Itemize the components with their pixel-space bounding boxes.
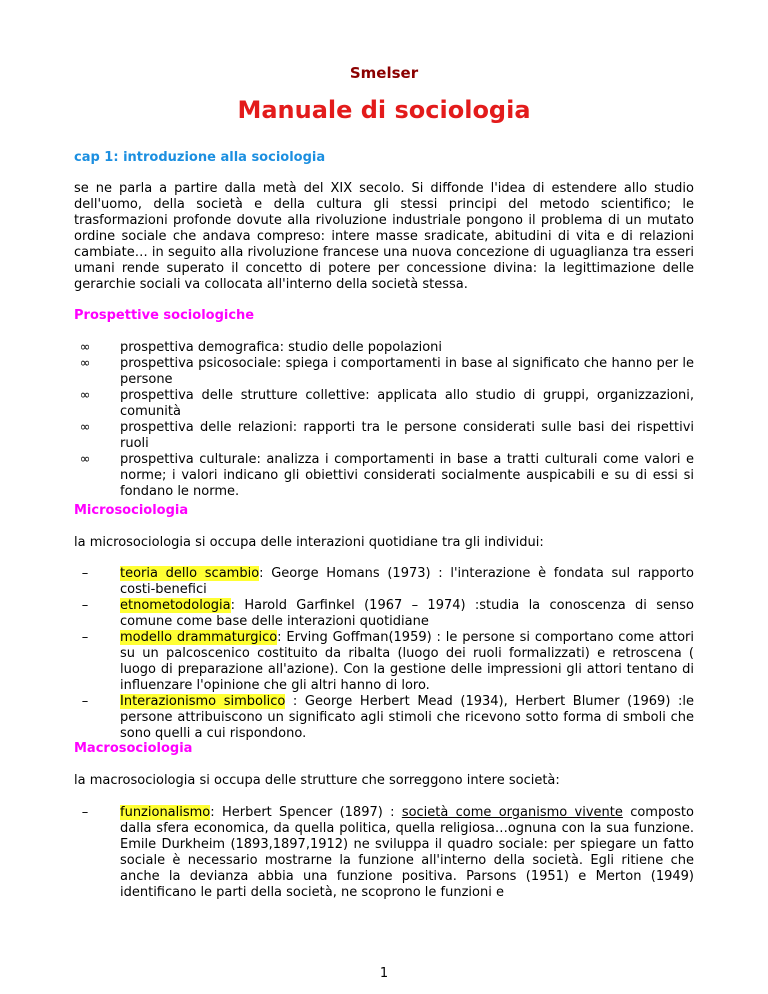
infinity-bullet-icon: ∞ xyxy=(79,452,91,467)
dash-bullet-icon: – xyxy=(81,566,89,581)
highlighted-term: teoria dello scambio xyxy=(120,566,260,581)
highlighted-term: funzionalismo xyxy=(120,805,211,820)
dash-bullet-icon: – xyxy=(81,598,89,613)
underlined-phrase: società come organismo vivente xyxy=(401,805,623,820)
chapter-heading: cap 1: introduzione alla sociologia xyxy=(74,150,326,165)
prospettive-list xyxy=(74,340,694,500)
infinity-bullet-icon: ∞ xyxy=(79,420,91,435)
chapter-paragraph: se ne parla a partire dalla metà del XIX secolo. Si diffonde l'idea di estendere allo studio dell'uomo, della società e della cultura gli stessi principi del metodo scientifico; le trasformazioni profonde dovute alla rivoluzione industriale pongono il problema di un mutato ordine sociale che andava compreso: intere masse sradicate, abitudini di vita e di relazioni cambiate… in seguito alla rivoluzione francese una nuova concezione di uguaglianza tra esseri umani rende superato il concetto di potere per concessione divina: la legittimazione delle gerarchie sociali va collocata all'interno della società stessa. xyxy=(74,181,694,292)
chapter-section xyxy=(74,150,694,166)
infinity-bullet-icon: ∞ xyxy=(79,340,91,355)
micro-intro-wrap xyxy=(74,535,694,551)
macro-intro: la macrosociologia si occupa delle strutture che sorreggono intere società: xyxy=(74,773,560,788)
list-item: ∞ prospettiva delle strutture collettive: applicata allo studio di gruppi, organizzazioni, comunità xyxy=(79,388,694,419)
list-item: – teoria dello scambio: George Homans (1973) : l'interazione è fondata sul rapporto costi-benefici xyxy=(74,566,694,598)
prospettive-heading: Prospettive sociologiche xyxy=(74,308,255,323)
macro-intro-wrap xyxy=(74,773,694,789)
list-item: – funzionalismo: Herbert Spencer (1897) : società come organismo vivente composto dalla sfera economica, da quella politica, quella religiosa…ognuna con la sua funzione. Emile Durkheim (1893,1897,1912) ne sviluppa il quadro sociale: per spiegare un fatto sociale è necessario mostrarne la funzione all'interno della società. Egli ritiene che anche la devianza abbia una funzione positiva. Parsons (1951) e Merton (1949) identificano le parti della società, ne scoprono le funzioni e xyxy=(74,805,694,901)
highlighted-term: Interazionismo simbolico xyxy=(120,694,286,709)
list-item: – Interazionismo simbolico : George Herbert Mead (1934), Herbert Blumer (1969) :le persone attribuiscono un significato agli stimoli che ricevono sotto forma di smboli che sono quelli a cui rispondono. xyxy=(74,694,694,742)
list-item: – etnometodologia: Harold Garfinkel (1967 – 1974) :studia la conoscenza di senso comune come base delle interazioni quotidiane xyxy=(74,598,694,630)
document-title: Manuale di sociologia xyxy=(237,96,531,124)
dash-bullet-icon: – xyxy=(81,694,89,709)
chapter-body xyxy=(74,181,694,293)
micro-heading: Microsociologia xyxy=(74,503,189,518)
prospettive-section xyxy=(74,308,694,324)
dash-bullet-icon: – xyxy=(81,630,89,645)
macro-heading: Macrosociologia xyxy=(74,741,193,756)
list-item: ∞ prospettiva culturale: analizza i comportamenti in base a tratti culturali come valori e norme; i valori indicano gli obiettivi considerati socialmente auspicabili e su di essi si fondano le norme. xyxy=(79,452,694,499)
micro-list xyxy=(74,566,694,742)
highlighted-term: etnometodologia xyxy=(120,598,231,613)
macro-section xyxy=(74,741,694,757)
page-number: 1 xyxy=(379,966,389,981)
list-item: – modello drammaturgico: Erving Goffman(1959) : le persone si comportano come attori su un palcoscenico costituito da ribalta (luogo dei ruoli formalizzati) e retroscena ( luogo di preparazione all'azione). Con la gestione delle impressioni gli attori tentano di influenzare l'opinione che gli altri hanno di loro. xyxy=(74,630,694,694)
dash-bullet-icon: – xyxy=(81,805,89,820)
author-name: Smelser xyxy=(349,64,419,82)
infinity-bullet-icon: ∞ xyxy=(79,388,91,403)
micro-intro: la microsociologia si occupa delle interazioni quotidiane tra gli individui: xyxy=(74,535,544,550)
micro-section xyxy=(74,503,694,519)
list-item: ∞ prospettiva demografica: studio delle popolazioni xyxy=(79,340,443,355)
macro-list xyxy=(74,805,694,901)
infinity-bullet-icon: ∞ xyxy=(79,356,91,371)
list-item: ∞ prospettiva psicosociale: spiega i comportamenti in base al significato che hanno per le persone xyxy=(79,356,694,387)
highlighted-term: modello drammaturgico xyxy=(120,630,278,645)
list-item: ∞ prospettiva delle relazioni: rapporti tra le persone considerati sulle basi dei rispettivi ruoli xyxy=(79,420,694,451)
